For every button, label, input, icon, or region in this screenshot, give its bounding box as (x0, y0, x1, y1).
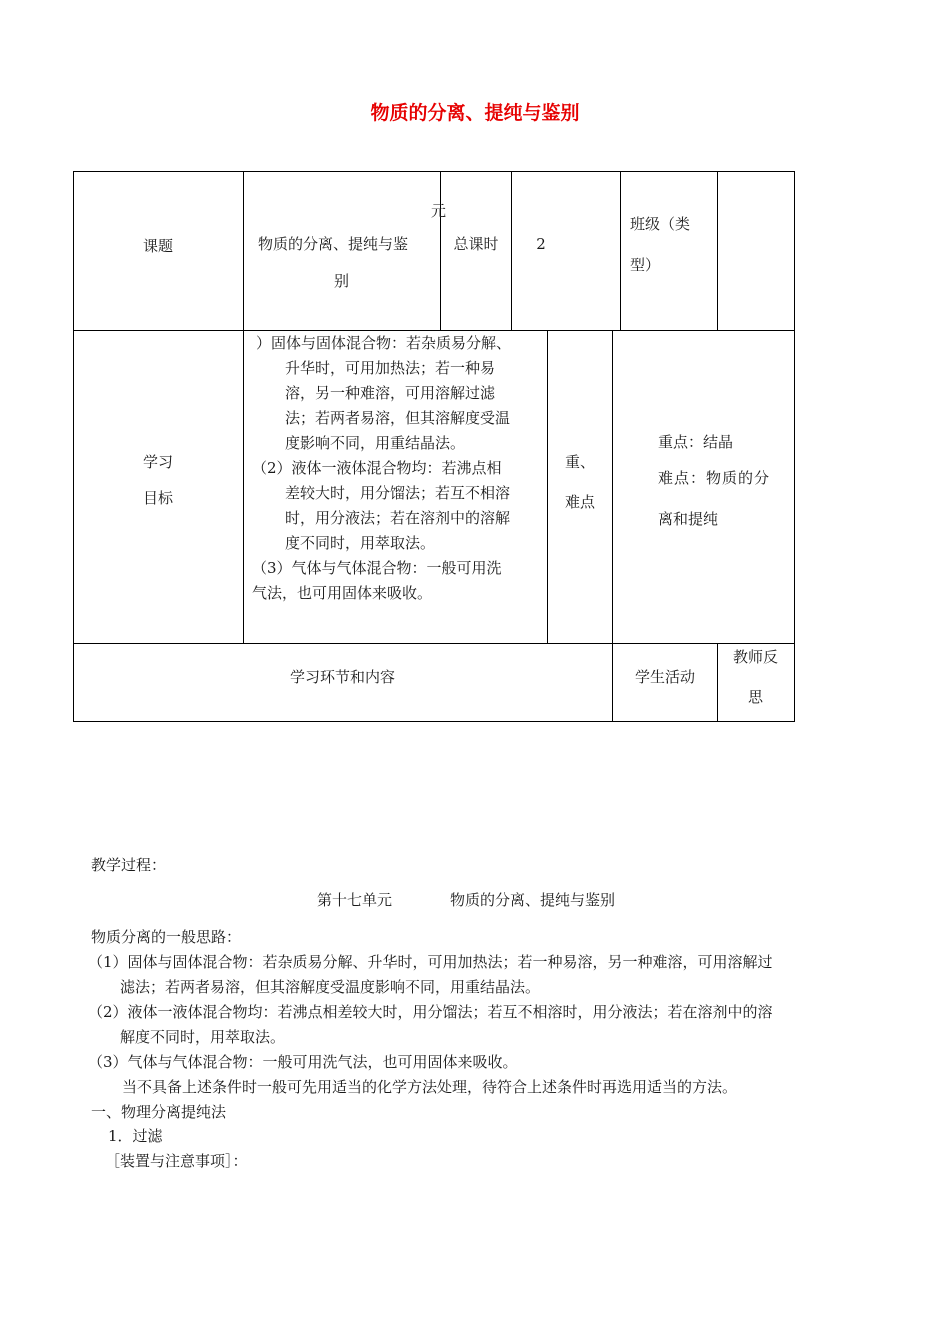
unit-char: 元 (431, 202, 447, 220)
paragraph-line: （2）液体一液体混合物均：若沸点相差较大时，用分馏法；若互不相溶时，用分液法；若在溶剂中的溶 (88, 1003, 773, 1021)
total-hours-value: 2 (536, 235, 546, 253)
goal-line: （2）液体一液体混合物均：若沸点相 (252, 459, 502, 477)
goal-line: 溶，另一种难溶，可用溶解过滤 (285, 384, 496, 402)
unit-title: 物质的分离、提纯与鉴别 (450, 891, 616, 909)
key-point-line: 离和提纯 (658, 510, 719, 528)
topic-value-line-2: 别 (333, 272, 349, 290)
paragraph-line: 当不具备上述条件时一般可先用适当的化学方法处理，待符合上述条件时再选用适当的方法。 (122, 1078, 738, 1096)
total-hours-label: 总课时 (453, 235, 499, 253)
topic-label: 课题 (142, 237, 173, 255)
goal-line: 时，用分液法；若在溶剂中的溶解 (285, 509, 511, 527)
key-label-line-2: 难点 (565, 493, 596, 511)
section-heading: 一、物理分离提纯法 (91, 1103, 227, 1121)
general-idea-heading: 物质分离的一般思路： (91, 928, 242, 946)
class-type-line-2: 型） (630, 256, 661, 274)
teacher-reflection-line-2: 思 (747, 688, 763, 706)
goal-line: ）固体与固体混合物：若杂质易分解、 (256, 334, 512, 352)
teacher-reflection-line-1: 教师反 (732, 648, 778, 666)
paragraph-line: 解度不同时，用萃取法。 (120, 1028, 286, 1046)
device-notes-label: ［装置与注意事项］： (105, 1152, 248, 1170)
teaching-process-label: 教学过程： (91, 856, 167, 874)
key-label-line-1: 重、 (565, 453, 596, 471)
page-title: 物质的分离、提纯与鉴别 (370, 102, 580, 124)
class-type-line-1: 班级（类 (630, 215, 691, 233)
topic-value-line-1: 物质的分离、提纯与鉴 (258, 235, 409, 253)
paragraph-line: 滤法；若两者易溶，但其溶解度受温度影响不同，用重结晶法。 (120, 978, 541, 996)
paragraph-line: （3）气体与气体混合物：一般可用洗气法，也可用固体来吸收。 (88, 1053, 518, 1071)
goal-line: 度影响不同，用重结晶法。 (285, 434, 466, 452)
unit-heading: 第十七单元 (317, 891, 393, 909)
goal-line: 升华时，可用加热法；若一种易 (285, 359, 496, 377)
key-point-line: 难点：物质的分 (658, 469, 771, 487)
paragraph-line: （1）固体与固体混合物：若杂质易分解、升华时，可用加热法；若一种易溶，另一种难溶，可用溶解过 (88, 953, 773, 971)
goal-line: 气法，也可用固体来吸收。 (252, 584, 433, 602)
goal-line: （3）气体与气体混合物：一般可用洗 (252, 559, 502, 577)
goal-line: 差较大时，用分馏法；若互不相溶 (285, 484, 511, 502)
goals-label-line-2: 目标 (142, 489, 173, 507)
key-point-line: 重点：结晶 (658, 433, 734, 451)
process-header: 学习环节和内容 (289, 668, 395, 686)
subsection-heading: 1．过滤 (108, 1127, 163, 1145)
student-activity-header: 学生活动 (634, 668, 695, 686)
goal-line: 度不同时，用萃取法。 (285, 534, 436, 552)
goals-label-line-1: 学习 (142, 453, 173, 471)
goal-line: 法；若两者易溶，但其溶解度受温 (285, 409, 511, 427)
